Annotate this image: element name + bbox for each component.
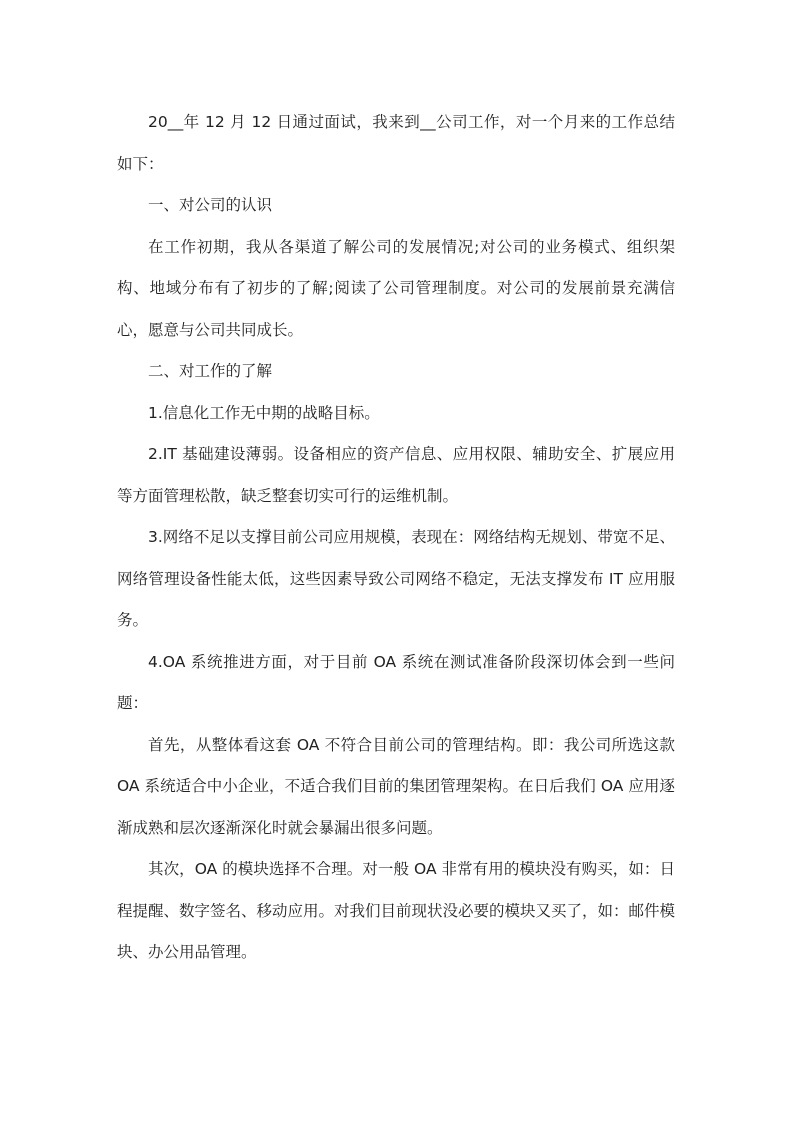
company-understanding-paragraph: 在工作初期，我从各渠道了解公司的发展情况;对公司的业务模式、组织架构、地域分布有了初步的了解;阅读了公司管理制度。对公司的发展前景充满信心，愿意与公司共同成长。 [117, 237, 675, 339]
section-heading-work: 二、对工作的了解 [148, 362, 273, 380]
section-heading-company: 一、对公司的认识 [148, 196, 273, 214]
work-item-3: 3.网络不足以支撑目前公司应用规模，表现在：网络结构无规划、带宽不足、网络管理设备性能太低，这些因素导致公司网络不稳定，无法支撑发布 IT 应用服务。 [117, 528, 675, 629]
oa-issue-second-paragraph: 其次，OA 的模块选择不合理。对一般 OA 非常有用的模块没有购买，如：日程提醒、数字签名、移动应用。对我们目前现状没必要的模块又买了，如：邮件模块、办公用品管理。 [117, 860, 676, 961]
intro-paragraph: 20__年 12 月 12 日通过面试，我来到__公司工作，对一个月来的工作总结如下： [117, 113, 675, 173]
document-body [117, 102, 675, 974]
work-item-4: 4.OA 系统推进方面，对于目前 OA 系统在测试准备阶段深切体会到一些问题： [117, 652, 675, 712]
work-item-2: 2.IT 基础建设薄弱。设备相应的资产信息、应用权限、辅助安全、扩展应用等方面管理松散，缺乏整套切实可行的运维机制。 [117, 445, 675, 505]
oa-issue-first-paragraph: 首先，从整体看这套 OA 不符合目前公司的管理结构。即：我公司所选这款 OA 系统适合中小企业，不适合我们目前的集团管理架构。在日后我们 OA 应用逐渐成熟和层次逐渐深化时就会暴漏出很多问题。 [117, 735, 675, 837]
work-item-1: 1.信息化工作无中期的战略目标。 [148, 403, 380, 422]
